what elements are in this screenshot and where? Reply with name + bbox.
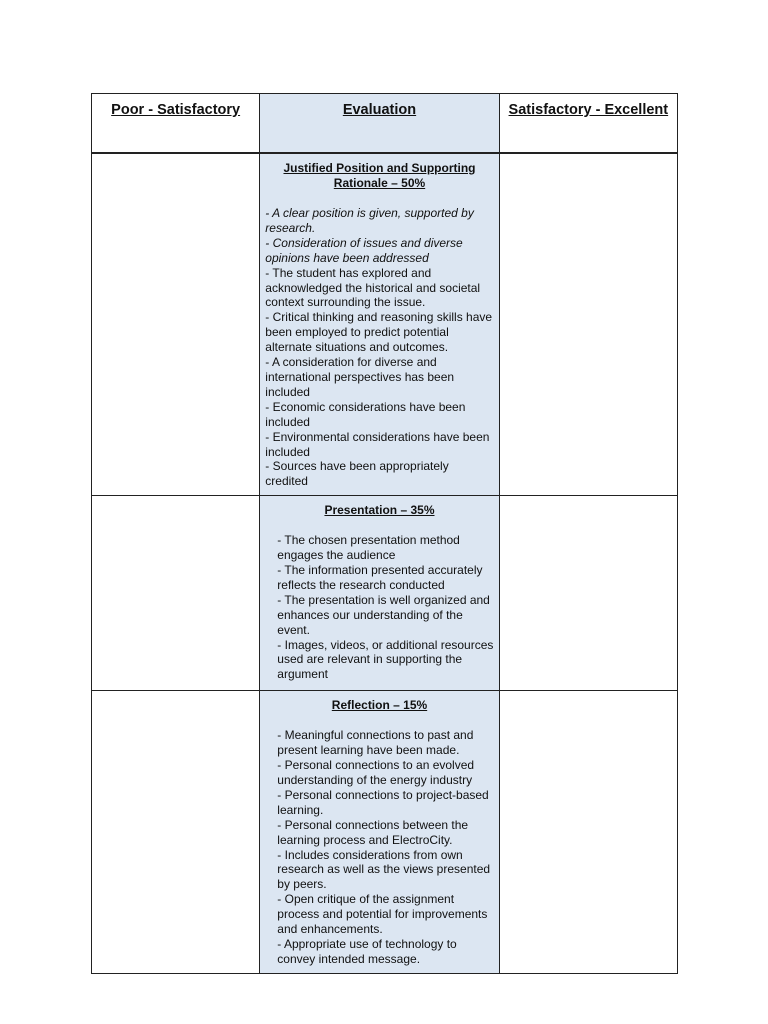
criteria-item: - The chosen presentation method engages the audience bbox=[277, 533, 460, 563]
excellent-cell-presentation bbox=[499, 496, 677, 691]
criteria-list-reflection bbox=[260, 713, 498, 973]
criteria-item: - Personal connections between the learning process and ElectroCity. bbox=[277, 817, 469, 847]
header-poor-satisfactory: Poor - Satisfactory bbox=[92, 94, 260, 154]
criteria-item: - Includes considerations from own research as well as the views presented by peers. bbox=[277, 847, 491, 892]
criteria-list-rationale bbox=[260, 191, 498, 495]
rubric-row-reflection bbox=[92, 691, 678, 974]
criteria-item: - Personal connections to project-based learning. bbox=[277, 787, 489, 817]
excellent-cell-reflection bbox=[499, 691, 677, 974]
rubric-row-rationale bbox=[92, 153, 678, 496]
poor-cell-rationale bbox=[92, 153, 260, 496]
criteria-item: - A consideration for diverse and international perspectives has been included bbox=[265, 355, 455, 399]
section-title-presentation: Presentation – 35% bbox=[324, 503, 435, 518]
header-evaluation: Evaluation bbox=[260, 94, 499, 154]
criteria-item: - Critical thinking and reasoning skills have been employed to predict potential alternate situations and outcomes. bbox=[265, 310, 493, 355]
criteria-item: - Sources have been appropriately credited bbox=[265, 459, 449, 489]
criteria-item: - Environmental considerations have been included bbox=[265, 429, 490, 459]
evaluation-cell-presentation bbox=[260, 496, 499, 691]
excellent-cell-rationale bbox=[499, 153, 677, 496]
evaluation-rubric-table bbox=[91, 93, 678, 974]
criteria-item: - A clear position is given, supported by research. bbox=[265, 206, 474, 235]
evaluation-cell-reflection bbox=[260, 691, 499, 974]
criteria-item: - The student has explored and acknowledged the historical and societal context surrounding the issue. bbox=[265, 265, 481, 310]
criteria-item: - Economic considerations have been included bbox=[265, 399, 466, 429]
rubric-row-presentation bbox=[92, 496, 678, 691]
criteria-list-presentation bbox=[260, 518, 498, 690]
criteria-item: - The information presented accurately reflects the research conducted bbox=[277, 563, 483, 592]
criteria-item: - Images, videos, or additional resources used are relevant in supporting the argument bbox=[277, 637, 494, 682]
section-title-rationale: Justified Position and Supporting Rationale – 50% bbox=[283, 161, 476, 190]
header-satisfactory-excellent: Satisfactory - Excellent bbox=[499, 94, 677, 154]
section-title-reflection: Reflection – 15% bbox=[331, 698, 428, 713]
criteria-item: - Appropriate use of technology to convey intended message. bbox=[277, 936, 457, 966]
criteria-item: - Meaningful connections to past and present learning have been made. bbox=[277, 728, 474, 758]
header-row bbox=[92, 94, 678, 154]
criteria-item: - Consideration of issues and diverse opinions have been addressed bbox=[265, 235, 463, 265]
criteria-item: - The presentation is well organized and enhances our understanding of the event. bbox=[277, 592, 490, 637]
poor-cell-reflection bbox=[92, 691, 260, 974]
poor-cell-presentation bbox=[92, 496, 260, 691]
criteria-item: - Open critique of the assignment process and potential for improvements and enhancements. bbox=[277, 892, 488, 937]
evaluation-cell-rationale bbox=[260, 153, 499, 496]
criteria-item: - Personal connections to an evolved understanding of the energy industry bbox=[277, 758, 475, 787]
